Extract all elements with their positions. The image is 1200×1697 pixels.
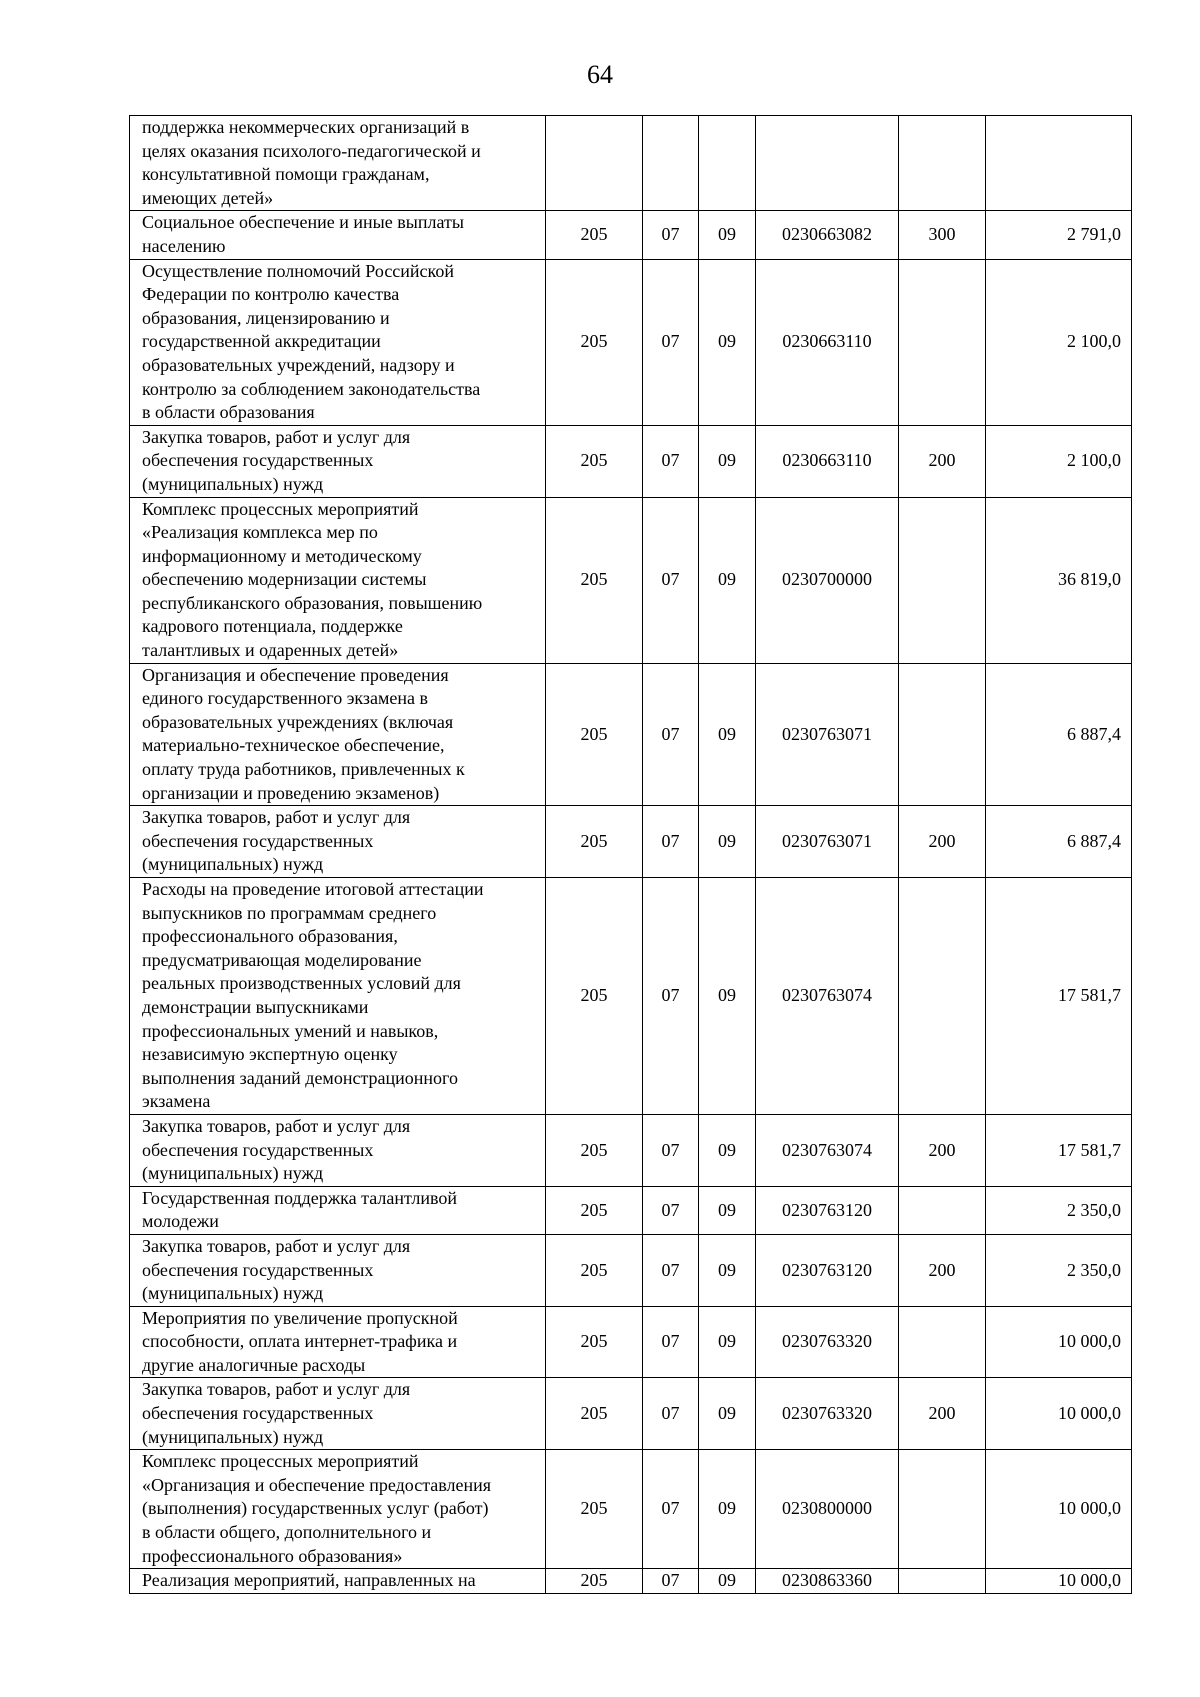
- table-row: [130, 806, 1132, 878]
- amount: [986, 116, 1132, 211]
- expense-name: Закупка товаров, работ и услуг для обеспечения государственных (муниципальных) нужд: [130, 1234, 546, 1306]
- table-row: [130, 425, 1132, 497]
- section-code: 07: [643, 663, 699, 806]
- expense-name: Государственная поддержка талантливой молодежи: [130, 1186, 546, 1234]
- amount: 10 000,0: [986, 1450, 1132, 1569]
- section-code: [643, 116, 699, 211]
- section-code: 07: [643, 1306, 699, 1378]
- expense-name: Реализация мероприятий, направленных на: [130, 1569, 546, 1594]
- expense-type-code: [899, 1450, 986, 1569]
- amount: 10 000,0: [986, 1569, 1132, 1594]
- section-code: 07: [643, 1114, 699, 1186]
- target-article-code: 0230700000: [756, 497, 899, 663]
- expense-type-code: [899, 878, 986, 1115]
- table-row: [130, 1234, 1132, 1306]
- table-row: [130, 1378, 1132, 1450]
- target-article-code: 0230663110: [756, 425, 899, 497]
- expense-name: Закупка товаров, работ и услуг для обеспечения государственных (муниципальных) нужд: [130, 425, 546, 497]
- page-number: 64: [587, 60, 613, 89]
- section-code: 07: [643, 259, 699, 425]
- expense-type-code: 200: [899, 806, 986, 878]
- subsection-code: 09: [699, 1569, 756, 1594]
- target-article-code: 0230763071: [756, 806, 899, 878]
- table-row: [130, 663, 1132, 806]
- grbs-code: 205: [546, 1450, 643, 1569]
- subsection-code: [699, 116, 756, 211]
- subsection-code: 09: [699, 259, 756, 425]
- amount: 2 100,0: [986, 425, 1132, 497]
- expense-name: Социальное обеспечение и иные выплаты населению: [130, 211, 546, 259]
- amount: 17 581,7: [986, 878, 1132, 1115]
- subsection-code: 09: [699, 1378, 756, 1450]
- grbs-code: 205: [546, 497, 643, 663]
- target-article-code: 0230663110: [756, 259, 899, 425]
- expense-name: Осуществление полномочий Российской Федерации по контролю качества образования, лицензированию и государственной аккредитации образовательных учреждений, надзору и контролю за соблюдением законодательства в области образования: [130, 259, 546, 425]
- subsection-code: 09: [699, 1234, 756, 1306]
- target-article-code: 0230763320: [756, 1306, 899, 1378]
- expense-type-code: 200: [899, 1378, 986, 1450]
- grbs-code: 205: [546, 425, 643, 497]
- section-code: 07: [643, 497, 699, 663]
- budget-table-body: [130, 116, 1132, 1594]
- expense-type-code: [899, 1186, 986, 1234]
- expense-type-code: [899, 1569, 986, 1594]
- expense-type-code: [899, 259, 986, 425]
- amount: 2 350,0: [986, 1186, 1132, 1234]
- section-code: 07: [643, 878, 699, 1115]
- subsection-code: 09: [699, 425, 756, 497]
- section-code: 07: [643, 1378, 699, 1450]
- amount: 6 887,4: [986, 663, 1132, 806]
- target-article-code: 0230763074: [756, 1114, 899, 1186]
- amount: 10 000,0: [986, 1378, 1132, 1450]
- expense-name: Закупка товаров, работ и услуг для обеспечения государственных (муниципальных) нужд: [130, 1114, 546, 1186]
- expense-type-code: [899, 497, 986, 663]
- section-code: 07: [643, 806, 699, 878]
- expense-type-code: [899, 116, 986, 211]
- target-article-code: 0230763071: [756, 663, 899, 806]
- target-article-code: 0230763074: [756, 878, 899, 1115]
- table-row: [130, 116, 1132, 211]
- table-row: [130, 1114, 1132, 1186]
- table-row: [130, 211, 1132, 259]
- subsection-code: 09: [699, 1186, 756, 1234]
- amount: 2 100,0: [986, 259, 1132, 425]
- table-row: [130, 1450, 1132, 1569]
- grbs-code: 205: [546, 1234, 643, 1306]
- grbs-code: 205: [546, 663, 643, 806]
- target-article-code: 0230863360: [756, 1569, 899, 1594]
- subsection-code: 09: [699, 1450, 756, 1569]
- expense-type-code: 300: [899, 211, 986, 259]
- target-article-code: 0230800000: [756, 1450, 899, 1569]
- amount: 10 000,0: [986, 1306, 1132, 1378]
- target-article-code: 0230763120: [756, 1234, 899, 1306]
- expense-type-code: [899, 1306, 986, 1378]
- target-article-code: [756, 116, 899, 211]
- expense-name: Закупка товаров, работ и услуг для обеспечения государственных (муниципальных) нужд: [130, 806, 546, 878]
- grbs-code: 205: [546, 806, 643, 878]
- table-row: [130, 1306, 1132, 1378]
- section-code: 07: [643, 1450, 699, 1569]
- subsection-code: 09: [699, 663, 756, 806]
- section-code: 07: [643, 1569, 699, 1594]
- grbs-code: [546, 116, 643, 211]
- grbs-code: 205: [546, 1306, 643, 1378]
- expense-name: Организация и обеспечение проведения единого государственного экзамена в образовательных учреждениях (включая материально-техническое обеспечение, оплату труда работников, привлеченных к организации и проведению экзаменов): [130, 663, 546, 806]
- table-row: [130, 1569, 1132, 1594]
- subsection-code: 09: [699, 1114, 756, 1186]
- grbs-code: 205: [546, 211, 643, 259]
- target-article-code: 0230663082: [756, 211, 899, 259]
- subsection-code: 09: [699, 211, 756, 259]
- expense-type-code: 200: [899, 1234, 986, 1306]
- table-row: [130, 1186, 1132, 1234]
- subsection-code: 09: [699, 878, 756, 1115]
- amount: 2 791,0: [986, 211, 1132, 259]
- expense-name: Комплекс процессных мероприятий «Реализация комплекса мер по информационному и методическому обеспечению модернизации системы республиканского образования, повышению кадрового потенциала, поддержке талантливых и одаренных детей»: [130, 497, 546, 663]
- table-row: [130, 497, 1132, 663]
- expense-name: поддержка некоммерческих организаций в целях оказания психолого-педагогической и консультативной помощи гражданам, имеющих детей»: [130, 116, 546, 211]
- grbs-code: 205: [546, 1378, 643, 1450]
- expense-type-code: 200: [899, 425, 986, 497]
- table-row: [130, 259, 1132, 425]
- amount: 6 887,4: [986, 806, 1132, 878]
- grbs-code: 205: [546, 1569, 643, 1594]
- budget-table: [129, 115, 1132, 1594]
- expense-name: Комплекс процессных мероприятий «Организация и обеспечение предоставления (выполнения) государственных услуг (работ) в области общего, дополнительного и профессионального образования»: [130, 1450, 546, 1569]
- grbs-code: 205: [546, 1114, 643, 1186]
- expense-name: Расходы на проведение итоговой аттестации выпускников по программам среднего профессионального образования, предусматривающая моделирование реальных производственных условий для демонстрации выпускниками профессиональных умений и навыков, независимую экспертную оценку выполнения заданий демонстрационного экзамена: [130, 878, 546, 1115]
- amount: 2 350,0: [986, 1234, 1132, 1306]
- subsection-code: 09: [699, 806, 756, 878]
- subsection-code: 09: [699, 1306, 756, 1378]
- subsection-code: 09: [699, 497, 756, 663]
- expense-type-code: 200: [899, 1114, 986, 1186]
- section-code: 07: [643, 211, 699, 259]
- expense-type-code: [899, 663, 986, 806]
- expense-name: Закупка товаров, работ и услуг для обеспечения государственных (муниципальных) нужд: [130, 1378, 546, 1450]
- grbs-code: 205: [546, 259, 643, 425]
- grbs-code: 205: [546, 1186, 643, 1234]
- table-row: [130, 878, 1132, 1115]
- section-code: 07: [643, 425, 699, 497]
- section-code: 07: [643, 1234, 699, 1306]
- target-article-code: 0230763120: [756, 1186, 899, 1234]
- section-code: 07: [643, 1186, 699, 1234]
- expense-name: Мероприятия по увеличение пропускной способности, оплата интернет-трафика и другие аналогичные расходы: [130, 1306, 546, 1378]
- target-article-code: 0230763320: [756, 1378, 899, 1450]
- amount: 36 819,0: [986, 497, 1132, 663]
- amount: 17 581,7: [986, 1114, 1132, 1186]
- grbs-code: 205: [546, 878, 643, 1115]
